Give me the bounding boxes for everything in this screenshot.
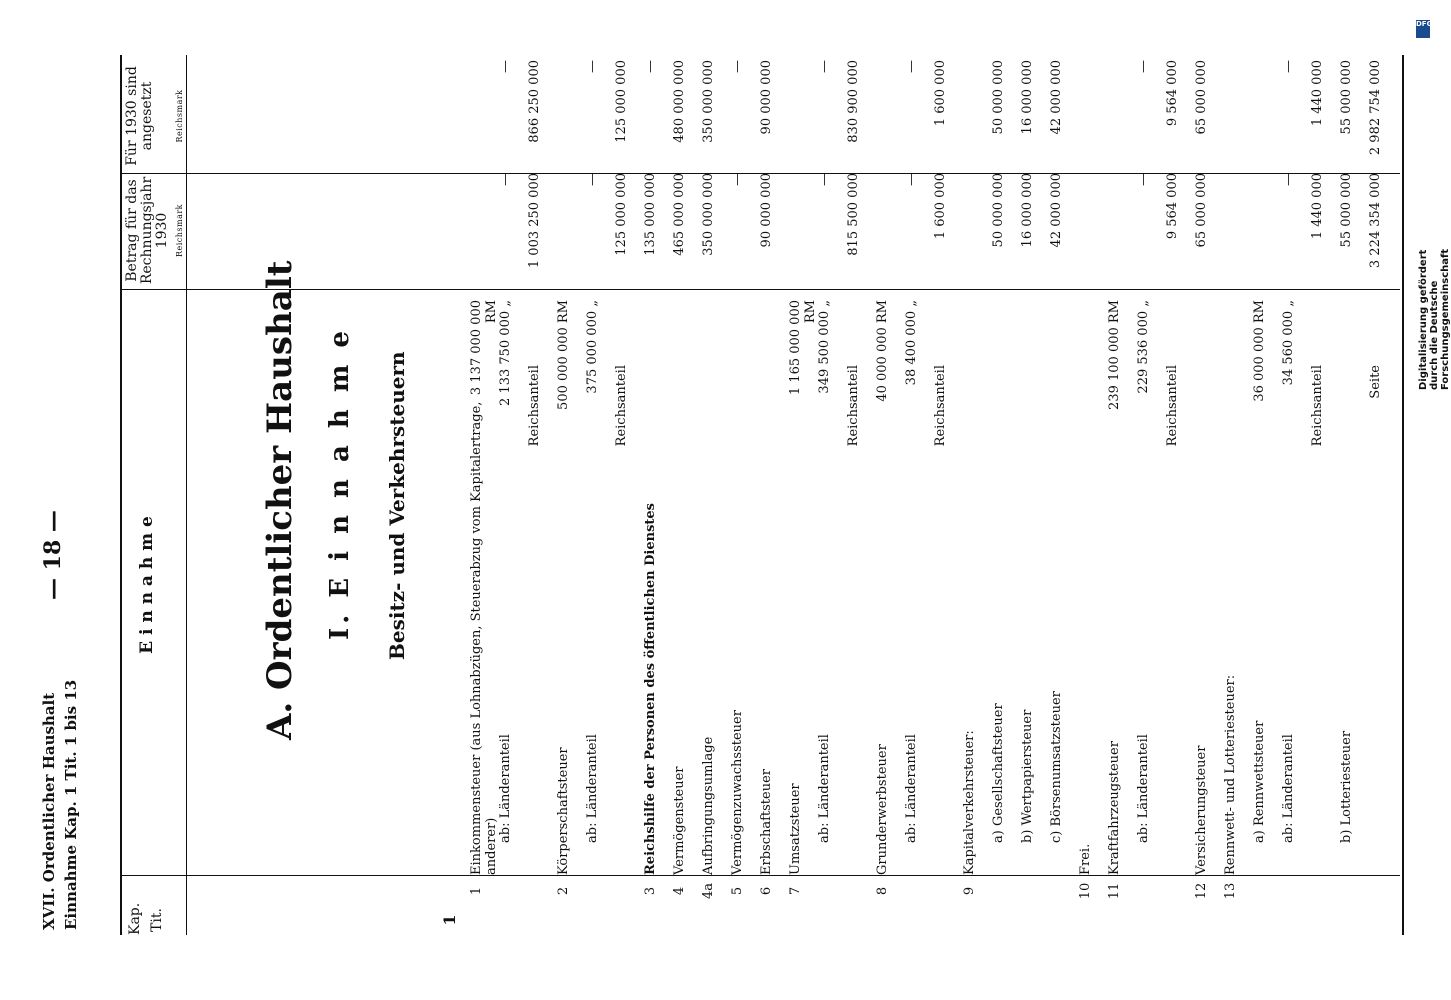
- row-amount: 815 500 000: [846, 173, 861, 256]
- row-tit: 9: [962, 886, 977, 896]
- row-tit: 4: [672, 886, 687, 896]
- row-amount: 9 564 000: [1165, 173, 1180, 240]
- col-amount-unit: Reichsmark: [175, 203, 184, 258]
- row-amount: 3 224 354 000: [1368, 173, 1383, 269]
- row-prev-amount: —: [904, 60, 919, 73]
- table-row: [1310, 0, 1332, 1000]
- header-rule: [186, 55, 187, 935]
- row-tit: 3: [643, 886, 658, 896]
- row-label: ab: Länderanteil: [904, 734, 919, 843]
- table-row: [1223, 0, 1245, 1000]
- row-prev-amount: 2 982 754 000: [1368, 60, 1383, 156]
- row-prev-amount: —: [585, 60, 600, 73]
- row-prev-amount: —: [498, 60, 513, 73]
- row-label: Reichsanteil: [1165, 365, 1180, 447]
- table-row: [1020, 0, 1042, 1000]
- row-label: Versicherungsteuer: [1194, 745, 1209, 875]
- table-row: [1339, 0, 1361, 1000]
- table-row: [1107, 0, 1129, 1000]
- bottom-rule: [1402, 55, 1404, 935]
- row-amount: 350 000 000: [701, 173, 716, 256]
- table-row: [788, 0, 818, 1000]
- table-row: [701, 0, 723, 1000]
- row-subamount: 375 000 000 „: [585, 300, 600, 394]
- row-label: Reichsanteil: [614, 365, 629, 447]
- table-row: [440, 0, 462, 1000]
- table-row: [1049, 0, 1071, 1000]
- row-tit: 2: [556, 886, 571, 896]
- row-amount: 125 000 000: [614, 173, 629, 256]
- row-label: Frei.: [1078, 843, 1093, 875]
- row-subamount: 349 500 000 „: [817, 300, 832, 394]
- row-label: ab: Länderanteil: [498, 734, 513, 843]
- row-label: Erbschaftsteuer: [759, 768, 774, 875]
- row-tit: 4a: [701, 882, 716, 900]
- row-label: ab: Länderanteil: [1281, 734, 1296, 843]
- row-label: Körperschaftsteuer: [556, 747, 571, 875]
- row-label: Reichsanteil: [527, 365, 542, 447]
- table-row: [875, 0, 897, 1000]
- table-row: [817, 0, 839, 1000]
- row-label: Grunderwerbsteuer: [875, 744, 890, 875]
- row-tit: 12: [1194, 882, 1209, 900]
- row-amount: 1 440 000: [1310, 173, 1325, 240]
- row-tit: 10: [1078, 882, 1093, 900]
- row-label: Kapitalverkehrsteuer:: [962, 730, 977, 875]
- row-amount: 16 000 000: [1020, 173, 1035, 248]
- row-amount: 1 600 000: [933, 173, 948, 240]
- row-tit: 7: [788, 886, 803, 896]
- row-amount: 1 003 250 000: [527, 173, 542, 269]
- row-prev-amount: 50 000 000: [991, 60, 1006, 135]
- row-prev-amount: —: [643, 60, 658, 73]
- row-subamount: 40 000 000 RM: [875, 300, 890, 402]
- row-amount: —: [498, 173, 513, 186]
- col-kap: Kap.: [127, 902, 143, 935]
- row-subamount: 34 560 000 „: [1281, 300, 1296, 386]
- row-amount: 65 000 000: [1194, 173, 1209, 248]
- table-row: [1368, 0, 1390, 1000]
- table-row: [1078, 0, 1100, 1000]
- row-subamount: 2 133 750 000 „: [498, 300, 513, 406]
- table-row: [1194, 0, 1216, 1000]
- row-prev-amount: 480 000 000: [672, 60, 687, 143]
- row-tit: 6: [759, 886, 774, 896]
- row-prev-amount: 55 000 000: [1339, 60, 1354, 135]
- row-label: Aufbringungsumlage: [701, 736, 716, 875]
- col-amount-head: Betrag für das Rechnungsjahr 1930: [124, 176, 170, 285]
- row-amount: 90 000 000: [759, 173, 774, 248]
- section-title: I. E i n n a h m e: [325, 327, 355, 640]
- row-label: ab: Länderanteil: [1136, 734, 1151, 843]
- table-row: [1281, 0, 1303, 1000]
- table-row: [498, 0, 520, 1000]
- row-subamount: 38 400 000 „: [904, 300, 919, 386]
- table-row: [933, 0, 955, 1000]
- row-subamount: 500 000 000 RM: [556, 300, 571, 410]
- row-subamount: 1 165 000 000 RM: [788, 300, 818, 396]
- table-row: [1136, 0, 1158, 1000]
- row-amount: 42 000 000: [1049, 173, 1064, 248]
- row-label: b) Lotteriesteuer: [1339, 730, 1354, 843]
- row-tit: 11: [1107, 882, 1122, 900]
- row-prev-amount: 16 000 000: [1020, 60, 1035, 135]
- row-amount: —: [904, 173, 919, 186]
- row-tit: 8: [875, 886, 890, 896]
- row-amount: —: [730, 173, 745, 186]
- page-number: — 18 —: [40, 510, 66, 600]
- row-prev-amount: —: [1136, 60, 1151, 73]
- table-row: [556, 0, 578, 1000]
- row-prev-amount: —: [817, 60, 832, 73]
- row-prev-amount: 830 900 000: [846, 60, 861, 143]
- row-prev-amount: 1 440 000: [1310, 60, 1325, 127]
- row-prev-amount: 866 250 000: [527, 60, 542, 143]
- row-subamount: 3 137 000 000 RM: [469, 300, 499, 396]
- table-row: [1165, 0, 1187, 1000]
- dfg-logo: DFG: [1416, 20, 1430, 38]
- row-label: a) Gesellschaftsteuer: [991, 703, 1006, 843]
- col-desc: E i n n a h m e: [137, 516, 157, 654]
- row-prev-amount: 1 600 000: [933, 60, 948, 127]
- row-label: Reichshilfe der Personen des öffentlichen Dienstes: [643, 502, 658, 875]
- table-row: [469, 0, 499, 1000]
- row-amount: —: [1136, 173, 1151, 186]
- table-row: [1252, 0, 1274, 1000]
- row-subamount: 239 100 000 RM: [1107, 300, 1122, 410]
- row-prev-amount: 350 000 000: [701, 60, 716, 143]
- row-label: Rennwett- und Lotteriesteuer:: [1223, 674, 1238, 875]
- col-prev-head: Für 1930 sind angesetzt: [124, 66, 155, 166]
- table-row: [730, 0, 752, 1000]
- row-prev-amount: 9 564 000: [1165, 60, 1180, 127]
- top-rule: [120, 55, 122, 935]
- dfg-credit: Digitalisierung gefördert durch die Deutsche Forschungsgemeinschaft: [1418, 248, 1451, 390]
- row-tit: 5: [730, 886, 745, 896]
- row-label: a) Rennwettsteuer: [1252, 720, 1267, 843]
- row-label: Reichsanteil: [846, 365, 861, 447]
- table-row: [614, 0, 636, 1000]
- row-subamount: 229 536 000 „: [1136, 300, 1151, 394]
- table-row: [585, 0, 607, 1000]
- row-prev-amount: 42 000 000: [1049, 60, 1064, 135]
- row-tit: 1: [469, 886, 484, 896]
- table-row: [672, 0, 694, 1000]
- header-line2: Einnahme Kap. 1 Tit. 1 bis 13: [62, 679, 80, 930]
- row-subamount: 36 000 000 RM: [1252, 300, 1267, 402]
- col-tit: Tit.: [149, 908, 165, 932]
- row-label: Kraftfahrzeugsteuer: [1107, 741, 1122, 875]
- table-row: [991, 0, 1013, 1000]
- table-row: [846, 0, 868, 1000]
- row-amount: 55 000 000: [1339, 173, 1354, 248]
- row-label: ab: Länderanteil: [585, 734, 600, 843]
- row-label: Vermögensteuer: [672, 766, 687, 875]
- col-prev-unit: Reichsmark: [175, 89, 184, 143]
- table-row: [527, 0, 549, 1000]
- subsection-title: Besitz- und Verkehrsteuern: [385, 351, 409, 660]
- row-label: Einkommensteuer (aus Lohnabzügen, Steuerabzug vom Kapitalertrage, anderer): [469, 401, 499, 875]
- row-label: Umsatzsteuer: [788, 783, 803, 875]
- row-amount: 50 000 000: [991, 173, 1006, 248]
- row-label: Seite: [1368, 365, 1383, 399]
- row-prev-amount: 125 000 000: [614, 60, 629, 143]
- table-row: [643, 0, 665, 1000]
- row-amount: —: [1281, 173, 1296, 186]
- row-label: Reichsanteil: [1310, 365, 1325, 447]
- row-kap: 1: [440, 914, 459, 926]
- main-title: A. Ordentlicher Haushalt: [260, 260, 300, 740]
- row-label: ab: Länderanteil: [817, 734, 832, 843]
- table-row: [904, 0, 926, 1000]
- table-row: [962, 0, 984, 1000]
- row-prev-amount: 65 000 000: [1194, 60, 1209, 135]
- header-line1: XVII. Ordentlicher Haushalt: [40, 692, 58, 930]
- row-label: Reichsanteil: [933, 365, 948, 447]
- row-tit: 13: [1223, 882, 1238, 900]
- row-amount: —: [817, 173, 832, 186]
- row-amount: 135 000 000: [643, 173, 658, 256]
- table-row: [759, 0, 781, 1000]
- row-prev-amount: —: [1281, 60, 1296, 73]
- row-prev-amount: 90 000 000: [759, 60, 774, 135]
- row-label: b) Wertpapiersteuer: [1020, 709, 1035, 843]
- row-amount: 465 000 000: [672, 173, 687, 256]
- row-label: Vermögenzuwachssteuer: [730, 710, 745, 875]
- row-amount: —: [585, 173, 600, 186]
- row-prev-amount: —: [730, 60, 745, 73]
- row-label: c) Börsenumsatzsteuer: [1049, 691, 1064, 843]
